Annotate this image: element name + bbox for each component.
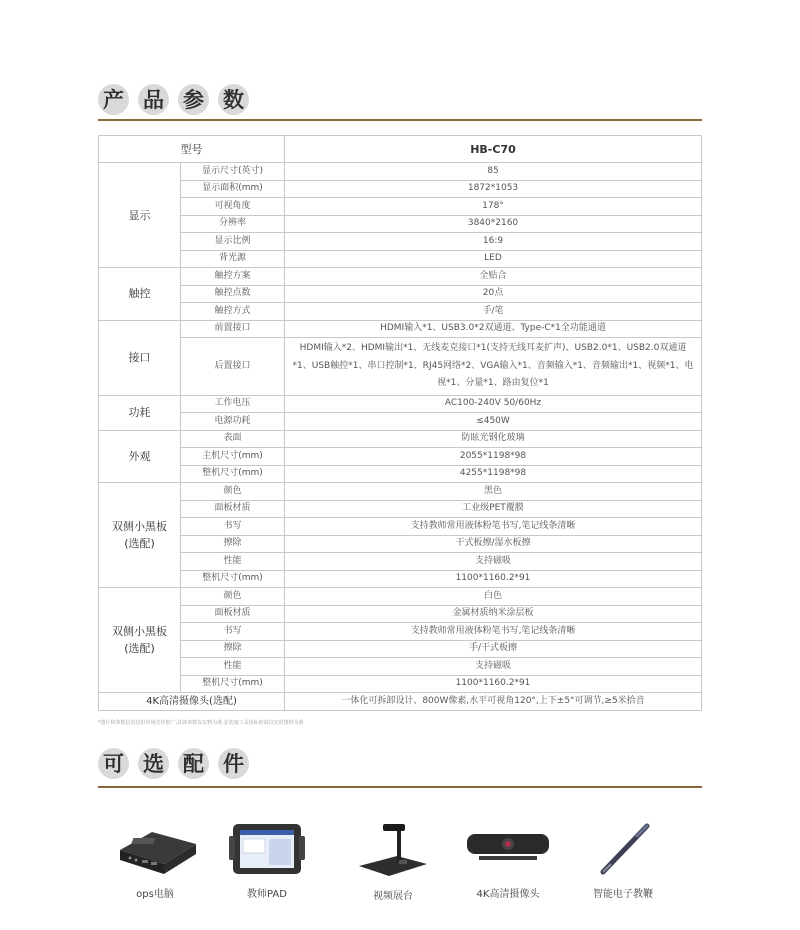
category-display: 显示 bbox=[99, 163, 181, 268]
param-value: 2055*1198*98 bbox=[285, 448, 702, 466]
category-blackboard-white bbox=[99, 588, 181, 693]
table-row bbox=[99, 180, 702, 198]
param-key: 整机尺寸(mm) bbox=[181, 570, 285, 588]
category-ports: 接口 bbox=[99, 320, 181, 395]
heading-char: 可 bbox=[98, 748, 129, 779]
table-row bbox=[99, 413, 702, 431]
accessory-ops bbox=[95, 820, 215, 900]
accessory-pad bbox=[207, 820, 327, 900]
heading-char: 配 bbox=[178, 748, 209, 779]
param-key: 触控方案 bbox=[181, 268, 285, 286]
param-value: LED bbox=[285, 250, 702, 268]
table-row bbox=[99, 588, 702, 606]
accessory-pointer-pen bbox=[563, 820, 683, 900]
param-key: 触控点数 bbox=[181, 285, 285, 303]
accessory-label: 教师PAD bbox=[247, 889, 287, 900]
table-row bbox=[99, 320, 702, 338]
model-value: HB-C70 bbox=[285, 136, 702, 163]
param-value: 支持教师常用液体粉笔书写,笔记线条清晰 bbox=[285, 518, 702, 536]
param-key: 书写 bbox=[181, 518, 285, 536]
table-row bbox=[99, 623, 702, 641]
accessory-label: ops电脑 bbox=[136, 889, 174, 900]
param-value: 手/笔 bbox=[285, 303, 702, 321]
param-value: 金属材质纳米涂层板 bbox=[285, 605, 702, 623]
footnote: *图片和参数信息仅供市场宣传推广,具体参数以实物为准,安装施工及投标时请以实时图纸为准 bbox=[98, 720, 304, 726]
param-key: 擦除 bbox=[181, 640, 285, 658]
param-value: 支持磁吸 bbox=[285, 553, 702, 571]
accessory-document-camera bbox=[333, 820, 453, 902]
param-value: 工业级PET覆膜 bbox=[285, 500, 702, 518]
table-row bbox=[99, 640, 702, 658]
document-camera-icon bbox=[353, 820, 433, 880]
table-row bbox=[99, 250, 702, 268]
param-value: 手/干式板擦 bbox=[285, 640, 702, 658]
teacher-pad-icon bbox=[227, 820, 307, 878]
accessory-label: 视频展台 bbox=[373, 891, 413, 902]
param-key: 后置接口 bbox=[181, 338, 285, 396]
param-key: 表面 bbox=[181, 430, 285, 448]
param-value: 178° bbox=[285, 198, 702, 216]
param-value: 1872*1053 bbox=[285, 180, 702, 198]
param-key: 颜色 bbox=[181, 588, 285, 606]
category-appearance: 外观 bbox=[99, 430, 181, 483]
param-key: 可视角度 bbox=[181, 198, 285, 216]
param-value: 黑色 bbox=[285, 483, 702, 501]
param-value: 干式板擦/湿水板擦 bbox=[285, 535, 702, 553]
table-row bbox=[99, 338, 702, 396]
category-optional: (选配) bbox=[124, 537, 155, 550]
param-value: 20点 bbox=[285, 285, 702, 303]
table-row bbox=[99, 233, 702, 251]
heading-char: 选 bbox=[138, 748, 169, 779]
table-row bbox=[99, 430, 702, 448]
table-row bbox=[99, 136, 702, 163]
heading-rule bbox=[98, 786, 702, 788]
heading-char: 参 bbox=[178, 84, 209, 115]
table-row bbox=[99, 448, 702, 466]
param-key: 性能 bbox=[181, 658, 285, 676]
param-value: 1100*1160.2*91 bbox=[285, 675, 702, 693]
product-params-heading bbox=[98, 82, 249, 116]
param-value: 4255*1198*98 bbox=[285, 465, 702, 483]
table-row bbox=[99, 518, 702, 536]
param-key: 面板材质 bbox=[181, 605, 285, 623]
param-value: 全贴合 bbox=[285, 268, 702, 286]
param-value: 1100*1160.2*91 bbox=[285, 570, 702, 588]
table-row bbox=[99, 658, 702, 676]
table-row bbox=[99, 553, 702, 571]
param-key: 工作电压 bbox=[181, 395, 285, 413]
spec-table bbox=[98, 135, 702, 711]
param-key: 擦除 bbox=[181, 535, 285, 553]
param-key: 性能 bbox=[181, 553, 285, 571]
param-value: HDMI输入*1、USB3.0*2双通道、Type-C*1全功能通道 bbox=[285, 320, 702, 338]
accessory-label: 4K高清摄像头 bbox=[476, 889, 540, 900]
param-key: 分辨率 bbox=[181, 215, 285, 233]
param-key: 触控方式 bbox=[181, 303, 285, 321]
table-row bbox=[99, 285, 702, 303]
table-row bbox=[99, 268, 702, 286]
category-name: 双侧小黑板 bbox=[112, 625, 167, 638]
param-key: 整机尺寸(mm) bbox=[181, 465, 285, 483]
table-row bbox=[99, 395, 702, 413]
param-value: AC100-240V 50/60Hz bbox=[285, 395, 702, 413]
heading-char: 品 bbox=[138, 84, 169, 115]
heading-char: 件 bbox=[218, 748, 249, 779]
camera-label: 4K高清摄像头(选配) bbox=[99, 693, 285, 711]
param-key: 显示比例 bbox=[181, 233, 285, 251]
param-key: 显示尺寸(英寸) bbox=[181, 163, 285, 181]
category-blackboard-black bbox=[99, 483, 181, 588]
param-key: 颜色 bbox=[181, 483, 285, 501]
table-row bbox=[99, 303, 702, 321]
heading-char: 产 bbox=[98, 84, 129, 115]
accessory-4k-camera bbox=[448, 820, 568, 900]
category-touch: 触控 bbox=[99, 268, 181, 321]
table-row bbox=[99, 483, 702, 501]
param-value: 支持磁吸 bbox=[285, 658, 702, 676]
param-value: HDMI输入*2、HDMI输出*1、无线麦克接口*1(支持无线耳麦扩声)、USB2.0*1、USB2.0双通道*1、USB触控*1、串口控制*1、RJ45网络*2、VGA输入*1、音频输入*1、音频输出*1、视频*1、电视*1、分量*1、路由复位*1 bbox=[285, 338, 702, 396]
category-optional: (选配) bbox=[124, 642, 155, 655]
param-key: 显示面积(mm) bbox=[181, 180, 285, 198]
param-key: 背光源 bbox=[181, 250, 285, 268]
table-row bbox=[99, 465, 702, 483]
category-name: 双侧小黑板 bbox=[112, 520, 167, 533]
param-key: 主机尺寸(mm) bbox=[181, 448, 285, 466]
param-key: 整机尺寸(mm) bbox=[181, 675, 285, 693]
param-key: 电源功耗 bbox=[181, 413, 285, 431]
accessory-label: 智能电子教鞭 bbox=[593, 889, 653, 900]
model-label: 型号 bbox=[99, 136, 285, 163]
heading-char: 数 bbox=[218, 84, 249, 115]
param-value: 白色 bbox=[285, 588, 702, 606]
4k-camera-icon bbox=[463, 820, 553, 878]
param-value: ≤450W bbox=[285, 413, 702, 431]
optional-accessories-heading bbox=[98, 746, 249, 780]
table-row bbox=[99, 675, 702, 693]
param-key: 面板材质 bbox=[181, 500, 285, 518]
smart-pointer-pen-icon bbox=[583, 820, 663, 878]
table-row bbox=[99, 570, 702, 588]
param-value: 3840*2160 bbox=[285, 215, 702, 233]
table-row bbox=[99, 500, 702, 518]
heading-rule bbox=[98, 119, 702, 121]
table-row bbox=[99, 605, 702, 623]
param-value: 85 bbox=[285, 163, 702, 181]
category-power: 功耗 bbox=[99, 395, 181, 430]
param-key: 前置接口 bbox=[181, 320, 285, 338]
param-key: 书写 bbox=[181, 623, 285, 641]
table-row bbox=[99, 163, 702, 181]
camera-value: 一体化可拆卸设计、800W像素,水平可视角120°,上下±5°可调节,≥5米拾音 bbox=[285, 693, 702, 711]
ops-computer-icon bbox=[110, 820, 200, 878]
param-value: 支持教师常用液体粉笔书写,笔记线条清晰 bbox=[285, 623, 702, 641]
table-row bbox=[99, 535, 702, 553]
table-row bbox=[99, 693, 702, 711]
param-value: 防眩光钢化玻璃 bbox=[285, 430, 702, 448]
param-value: 16:9 bbox=[285, 233, 702, 251]
table-row bbox=[99, 215, 702, 233]
table-row bbox=[99, 198, 702, 216]
